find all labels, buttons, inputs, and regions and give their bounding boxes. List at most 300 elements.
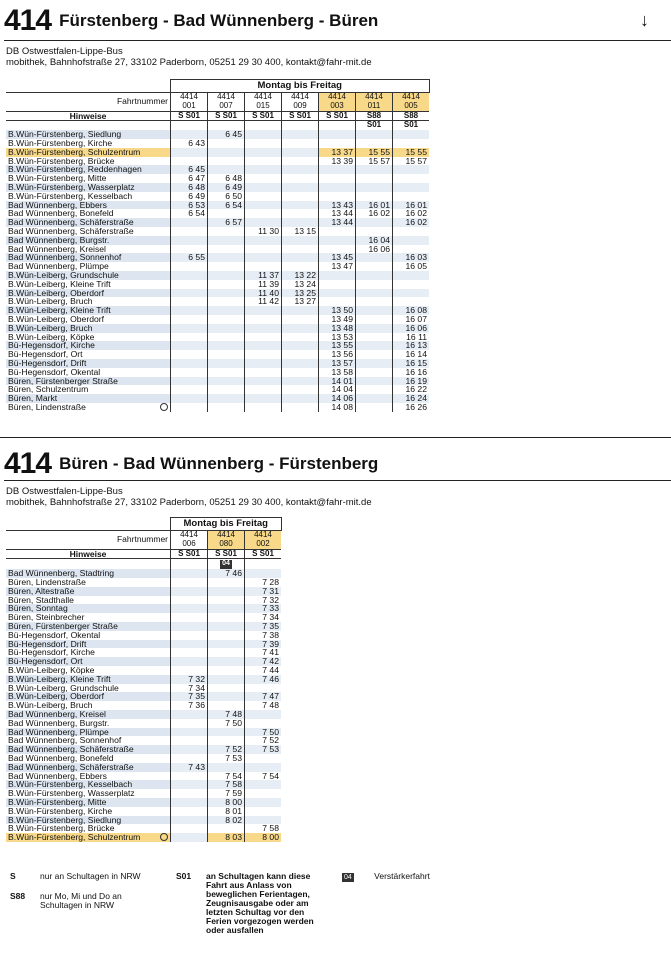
arrow-down-icon: ↓ xyxy=(640,10,649,30)
operator-contact: mobithek, Bahnhofstraße 27, 33102 Paderborn, 05251 29 30 400, kontakt@fahr-mit.de xyxy=(6,497,372,508)
time-cell: 13 39 xyxy=(319,157,356,166)
time-cell: 11 37 xyxy=(245,271,282,280)
time-cell: 6 45 xyxy=(171,165,208,174)
stop-label: Bad Wünnenberg, Kreisel xyxy=(8,708,106,719)
time-cell xyxy=(282,157,319,166)
time-cell xyxy=(245,130,282,139)
hinweise-label: Hinweise xyxy=(6,549,171,559)
time-cell xyxy=(171,807,208,816)
stop-label: B.Wün-Fürstenberg, Wasserplatz xyxy=(8,788,135,799)
time-cell xyxy=(282,368,319,377)
time-cell xyxy=(171,403,208,412)
time-cell xyxy=(282,165,319,174)
time-cell xyxy=(282,253,319,262)
time-cell xyxy=(245,157,282,166)
stop-label: B.Wün-Leiberg, Kleine Trift xyxy=(8,673,111,684)
stop-label: Bad Wünnenberg, Sonnenhof xyxy=(8,735,122,746)
time-cell: 7 50 xyxy=(208,719,245,728)
time-cell xyxy=(393,165,430,174)
time-cell xyxy=(393,280,430,289)
hinweis-extra-cell xyxy=(171,121,208,130)
hinweis-cell: S S01 xyxy=(208,549,245,559)
time-cell xyxy=(245,377,282,386)
footnote-s xyxy=(10,872,160,881)
time-cell xyxy=(356,394,393,403)
stop-label: B.Wün-Leiberg, Köpke xyxy=(8,331,95,342)
time-cell xyxy=(208,403,245,412)
hinweis-extra-cell xyxy=(282,121,319,130)
time-cell: 15 57 xyxy=(356,157,393,166)
time-cell xyxy=(171,604,208,613)
time-cell xyxy=(171,587,208,596)
time-cell: 6 49 xyxy=(208,183,245,192)
footnote-text: an Schultagen kann diese Fahrt aus Anlass von beweglichen Ferientagen, Zeugnisausgabe oder am letzten Schultag vor den Ferien vorgezogen werden oder ausfallen xyxy=(206,871,314,935)
time-cell xyxy=(171,227,208,236)
time-cell xyxy=(208,324,245,333)
time-cell xyxy=(319,174,356,183)
days-header: Montag bis Freitag xyxy=(171,80,430,93)
stop-label: Büren, Lindenstraße xyxy=(8,576,86,587)
time-cell xyxy=(282,377,319,386)
time-cell xyxy=(245,710,282,719)
stop-label: Büren, Altestraße xyxy=(8,585,75,596)
time-cell xyxy=(208,359,245,368)
hinweis-cell: S S01 xyxy=(245,111,282,121)
stop-label: Bad Wünnenberg, Schäferstraße xyxy=(8,217,134,228)
time-cell xyxy=(282,209,319,218)
time-cell xyxy=(208,613,245,622)
time-cell: 7 43 xyxy=(171,763,208,772)
time-cell xyxy=(319,130,356,139)
time-cell: 16 15 xyxy=(393,359,430,368)
time-cell: 13 27 xyxy=(282,297,319,306)
time-cell xyxy=(356,271,393,280)
route-header-1 xyxy=(4,4,378,38)
time-cell: 11 42 xyxy=(245,297,282,306)
verstaerker-icon: 04 xyxy=(344,874,352,881)
terminus-icon xyxy=(160,403,168,411)
time-cell: 16 01 xyxy=(356,201,393,210)
time-cell xyxy=(356,377,393,386)
time-cell xyxy=(282,148,319,157)
time-cell: 6 50 xyxy=(208,192,245,201)
time-cell xyxy=(245,394,282,403)
time-cell xyxy=(282,403,319,412)
time-cell: 16 08 xyxy=(393,306,430,315)
time-cell: 16 06 xyxy=(393,324,430,333)
time-cell xyxy=(282,315,319,324)
time-cell xyxy=(208,692,245,701)
time-cell xyxy=(171,736,208,745)
time-cell: 16 24 xyxy=(393,394,430,403)
time-cell xyxy=(356,262,393,271)
time-cell xyxy=(208,262,245,271)
time-cell xyxy=(208,139,245,148)
stop-label: Büren, Fürstenberger Straße xyxy=(8,620,118,631)
time-cell: 13 22 xyxy=(282,271,319,280)
fahrtnummer-cell: 4414 005 xyxy=(393,93,430,112)
stop-label: Büren, Sonntag xyxy=(8,603,68,614)
time-cell: 6 53 xyxy=(171,201,208,210)
section-divider xyxy=(0,437,671,438)
time-cell: 15 57 xyxy=(393,157,430,166)
time-cell: 7 31 xyxy=(245,587,282,596)
time-cell xyxy=(208,385,245,394)
time-cell: 11 30 xyxy=(245,227,282,236)
stop-label: Bü-Hegensdorf, Ort xyxy=(8,349,83,360)
time-cell: 7 50 xyxy=(245,728,282,737)
time-cell xyxy=(171,368,208,377)
time-cell: 11 40 xyxy=(245,289,282,298)
stop-label: B.Wün-Fürstenberg, Mitte xyxy=(8,173,107,184)
terminus-icon xyxy=(160,833,168,841)
stop-label: Bad Wünnenberg, Ebbers xyxy=(8,199,107,210)
time-cell xyxy=(245,209,282,218)
time-cell xyxy=(208,157,245,166)
verstaerker-icon: 04 xyxy=(222,560,230,568)
stop-label: Bad Wünnenberg, Schäferstraße xyxy=(8,744,134,755)
table-row xyxy=(6,833,281,842)
time-cell xyxy=(171,333,208,342)
time-cell xyxy=(171,280,208,289)
time-cell xyxy=(245,780,282,789)
time-cell: 7 41 xyxy=(245,648,282,657)
time-cell xyxy=(282,306,319,315)
stop-label: B.Wün-Leiberg, Oberdorf xyxy=(8,313,105,324)
time-cell: 13 15 xyxy=(282,227,319,236)
time-cell xyxy=(356,165,393,174)
time-cell: 13 53 xyxy=(319,333,356,342)
time-cell xyxy=(319,236,356,245)
time-cell: 7 39 xyxy=(245,640,282,649)
time-cell: 16 11 xyxy=(393,333,430,342)
time-cell: 7 54 xyxy=(245,772,282,781)
time-cell xyxy=(171,640,208,649)
time-cell: 13 49 xyxy=(319,315,356,324)
stop-label: B.Wün-Leiberg, Oberdorf xyxy=(8,691,105,702)
hinweis-cell: S S01 xyxy=(208,111,245,121)
time-cell xyxy=(319,183,356,192)
stop-label: B.Wün-Leiberg, Grundschule xyxy=(8,682,119,693)
fahrtnummer-cell: 4414 015 xyxy=(245,93,282,112)
time-cell xyxy=(171,262,208,271)
fahrtnummer-cell: 4414 006 xyxy=(171,531,208,550)
time-cell: 7 35 xyxy=(171,692,208,701)
time-cell xyxy=(171,816,208,825)
time-cell xyxy=(208,280,245,289)
stop-label: B.Wün-Fürstenberg, Kesselbach xyxy=(8,190,133,201)
time-cell xyxy=(208,631,245,640)
time-cell: 16 26 xyxy=(393,403,430,412)
time-cell xyxy=(356,324,393,333)
time-cell xyxy=(208,297,245,306)
days-header: Montag bis Freitag xyxy=(171,518,282,531)
time-cell: 16 16 xyxy=(393,368,430,377)
time-cell: 7 54 xyxy=(208,772,245,781)
time-cell xyxy=(282,359,319,368)
time-cell xyxy=(356,403,393,412)
time-cell xyxy=(356,359,393,368)
time-cell xyxy=(245,341,282,350)
time-cell: 7 59 xyxy=(208,789,245,798)
time-cell xyxy=(282,183,319,192)
table-row xyxy=(6,403,429,412)
timetable-1 xyxy=(6,79,430,412)
time-cell xyxy=(208,728,245,737)
time-cell: 7 34 xyxy=(245,613,282,622)
stop-label: B.Wün-Leiberg, Oberdorf xyxy=(8,287,105,298)
stop-label: Büren, Fürstenberger Straße xyxy=(8,375,118,386)
time-cell: 16 19 xyxy=(393,377,430,386)
time-cell xyxy=(356,385,393,394)
time-cell xyxy=(171,271,208,280)
time-cell xyxy=(208,666,245,675)
time-cell: 7 46 xyxy=(208,569,245,578)
time-cell xyxy=(282,333,319,342)
time-cell: 15 55 xyxy=(356,148,393,157)
time-cell xyxy=(245,315,282,324)
stop-label: B.Wün-Fürstenberg, Schulzentrum xyxy=(8,146,141,157)
time-cell xyxy=(356,306,393,315)
time-cell xyxy=(208,368,245,377)
hinweis-cell: S S01 xyxy=(319,111,356,121)
time-cell: 13 57 xyxy=(319,359,356,368)
time-cell: 7 33 xyxy=(245,604,282,613)
time-cell xyxy=(282,341,319,350)
stop-label: Bad Wünnenberg, Burgstr. xyxy=(8,234,110,245)
divider xyxy=(4,40,671,41)
time-cell: 6 55 xyxy=(171,253,208,262)
hinweis-cell: S S01 xyxy=(171,549,208,559)
stop-label: B.Wün-Leiberg, Bruch xyxy=(8,296,93,307)
time-cell: 13 25 xyxy=(282,289,319,298)
time-cell xyxy=(208,227,245,236)
route-header-2 xyxy=(4,447,378,481)
stop-label: Bü-Hegensdorf, Drift xyxy=(8,357,87,368)
stop-label: Büren, Stadthalle xyxy=(8,594,74,605)
time-cell xyxy=(208,657,245,666)
time-cell xyxy=(208,648,245,657)
time-cell: 7 34 xyxy=(171,684,208,693)
stop-label: Büren, Schulzentrum xyxy=(8,384,89,395)
time-cell xyxy=(171,578,208,587)
time-cell xyxy=(356,341,393,350)
time-cell xyxy=(356,280,393,289)
stop-label: B.Wün-Leiberg, Köpke xyxy=(8,664,95,675)
time-cell xyxy=(171,772,208,781)
route-number: 414 xyxy=(4,4,52,37)
time-cell xyxy=(171,359,208,368)
time-cell xyxy=(171,306,208,315)
time-cell xyxy=(208,596,245,605)
time-cell xyxy=(171,622,208,631)
time-cell xyxy=(356,315,393,324)
time-cell xyxy=(208,315,245,324)
time-cell: 7 53 xyxy=(208,754,245,763)
operator-info-1 xyxy=(6,46,372,68)
time-cell xyxy=(208,341,245,350)
footnote-code: S01 xyxy=(176,871,192,881)
time-cell xyxy=(245,306,282,315)
time-cell xyxy=(171,798,208,807)
time-cell: 16 07 xyxy=(393,315,430,324)
time-cell: 16 13 xyxy=(393,341,430,350)
time-cell xyxy=(393,271,430,280)
time-cell: 13 50 xyxy=(319,306,356,315)
time-cell: 14 06 xyxy=(319,394,356,403)
time-cell xyxy=(208,350,245,359)
fahrtnummer-label: Fahrtnummer xyxy=(6,93,171,112)
time-cell xyxy=(208,377,245,386)
stop-label: B.Wün-Fürstenberg, Kesselbach xyxy=(8,779,133,790)
time-cell: 7 32 xyxy=(171,675,208,684)
time-cell xyxy=(171,710,208,719)
hinweis-cell: S88 xyxy=(356,111,393,121)
time-cell xyxy=(171,289,208,298)
time-cell: 14 08 xyxy=(319,403,356,412)
time-cell: 6 57 xyxy=(208,218,245,227)
time-cell: 7 58 xyxy=(245,824,282,833)
stop-label: B.Wün-Fürstenberg, Siedlung xyxy=(8,129,122,140)
time-cell: 13 44 xyxy=(319,218,356,227)
time-cell xyxy=(356,218,393,227)
stop-label: Bad Wünnenberg, Kreisel xyxy=(8,243,106,254)
fahrtnummer-cell: 4414 080 xyxy=(208,531,245,550)
time-cell xyxy=(282,130,319,139)
time-cell xyxy=(319,280,356,289)
fahrtnummer-cell: 4414 011 xyxy=(356,93,393,112)
time-cell xyxy=(393,174,430,183)
time-cell xyxy=(171,350,208,359)
time-cell xyxy=(208,236,245,245)
timetable-2 xyxy=(6,517,282,842)
time-cell: 16 02 xyxy=(393,209,430,218)
stop-label: Bad Wünnenberg, Bonefeld xyxy=(8,752,114,763)
stop-label: Bü-Hegensdorf, Okental xyxy=(8,366,101,377)
divider xyxy=(4,480,671,481)
time-cell: 7 35 xyxy=(245,622,282,631)
time-cell: 13 44 xyxy=(319,209,356,218)
time-cell xyxy=(208,306,245,315)
time-cell xyxy=(282,139,319,148)
time-cell xyxy=(282,236,319,245)
time-cell: 7 42 xyxy=(245,657,282,666)
time-cell xyxy=(282,245,319,254)
hinweis-extra-cell xyxy=(319,121,356,130)
time-cell xyxy=(393,227,430,236)
time-cell xyxy=(208,271,245,280)
time-cell xyxy=(356,368,393,377)
operator-name: DB Ostwestfalen-Lippe-Bus xyxy=(6,486,123,497)
stop-label: Bü-Hegensdorf, Okental xyxy=(8,629,101,640)
stop-label: B.Wün-Fürstenberg, Kirche xyxy=(8,805,113,816)
stop-label: Bad Wünnenberg, Sonnenhof xyxy=(8,252,122,263)
hinweis-cell: S S01 xyxy=(171,111,208,121)
time-cell xyxy=(282,201,319,210)
time-cell xyxy=(319,289,356,298)
time-cell xyxy=(282,192,319,201)
hinweis-cell: S S01 xyxy=(245,549,282,559)
time-cell xyxy=(171,833,208,842)
fahrtnummer-cell: 4414 001 xyxy=(171,93,208,112)
time-cell: 15 55 xyxy=(393,148,430,157)
stop-label: Bad Wünnenberg, Plümpe xyxy=(8,726,109,737)
time-cell xyxy=(208,640,245,649)
time-cell xyxy=(245,807,282,816)
stop-label: Bad Wünnenberg, Schäferstraße xyxy=(8,761,134,772)
stop-label: B.Wün-Fürstenberg, Mitte xyxy=(8,796,107,807)
time-cell xyxy=(245,368,282,377)
time-cell: 7 28 xyxy=(245,578,282,587)
stop-label: Büren, Lindenstraße xyxy=(8,401,86,412)
time-cell: 6 45 xyxy=(208,130,245,139)
time-cell xyxy=(356,289,393,298)
time-cell: 14 04 xyxy=(319,385,356,394)
hinweis-extra-cell xyxy=(245,559,282,569)
time-cell: 13 56 xyxy=(319,350,356,359)
fahrtnummer-cell: 4414 009 xyxy=(282,93,319,112)
time-cell xyxy=(208,604,245,613)
time-cell: 8 00 xyxy=(208,798,245,807)
stop-label: B.Wün-Leiberg, Bruch xyxy=(8,322,93,333)
time-cell: 7 47 xyxy=(245,692,282,701)
time-cell xyxy=(245,253,282,262)
hinweis-cell: S S01 xyxy=(282,111,319,121)
stop-label: B.Wün-Leiberg, Bruch xyxy=(8,700,93,711)
time-cell xyxy=(245,324,282,333)
footnote-verstaerker xyxy=(342,872,430,882)
stop-label: Bad Wünnenberg, Bonefeld xyxy=(8,208,114,219)
time-cell: 13 48 xyxy=(319,324,356,333)
time-cell xyxy=(208,578,245,587)
time-cell xyxy=(356,350,393,359)
table-row xyxy=(6,385,429,394)
hinweis-extra-cell: S01 xyxy=(356,121,393,130)
time-cell xyxy=(171,148,208,157)
time-cell xyxy=(245,148,282,157)
time-cell: 13 24 xyxy=(282,280,319,289)
time-cell: 13 47 xyxy=(319,262,356,271)
time-cell xyxy=(171,789,208,798)
time-cell: 6 54 xyxy=(208,201,245,210)
time-cell xyxy=(208,622,245,631)
route-number: 414 xyxy=(4,447,52,480)
time-cell xyxy=(171,657,208,666)
fahrtnummer-cell: 4414 007 xyxy=(208,93,245,112)
stop-label: Bad Wünnenberg, Burgstr. xyxy=(8,717,110,728)
time-cell: 7 58 xyxy=(208,780,245,789)
stop-label: B.Wün-Fürstenberg, Siedlung xyxy=(8,814,122,825)
time-cell xyxy=(245,403,282,412)
time-cell xyxy=(245,139,282,148)
footnote-s01 xyxy=(176,871,321,935)
route-name: Fürstenberg - Bad Wünnenberg - Büren xyxy=(59,11,379,30)
stop-label: B.Wün-Fürstenberg, Wasserplatz xyxy=(8,181,135,192)
stop-label: Bü-Hegensdorf, Kirche xyxy=(8,647,95,658)
time-cell xyxy=(171,596,208,605)
time-cell: 6 47 xyxy=(171,174,208,183)
route-name: Büren - Bad Wünnenberg - Fürstenberg xyxy=(59,454,379,473)
time-cell xyxy=(245,385,282,394)
time-cell xyxy=(393,236,430,245)
footnote-code: S xyxy=(10,871,16,881)
time-cell: 7 52 xyxy=(245,736,282,745)
time-cell: 16 05 xyxy=(393,262,430,271)
time-cell: 13 58 xyxy=(319,368,356,377)
stop-label: B.Wün-Fürstenberg, Reddenhagen xyxy=(8,164,142,175)
stop-label: Bü-Hegensdorf, Kirche xyxy=(8,340,95,351)
time-cell: 16 22 xyxy=(393,385,430,394)
